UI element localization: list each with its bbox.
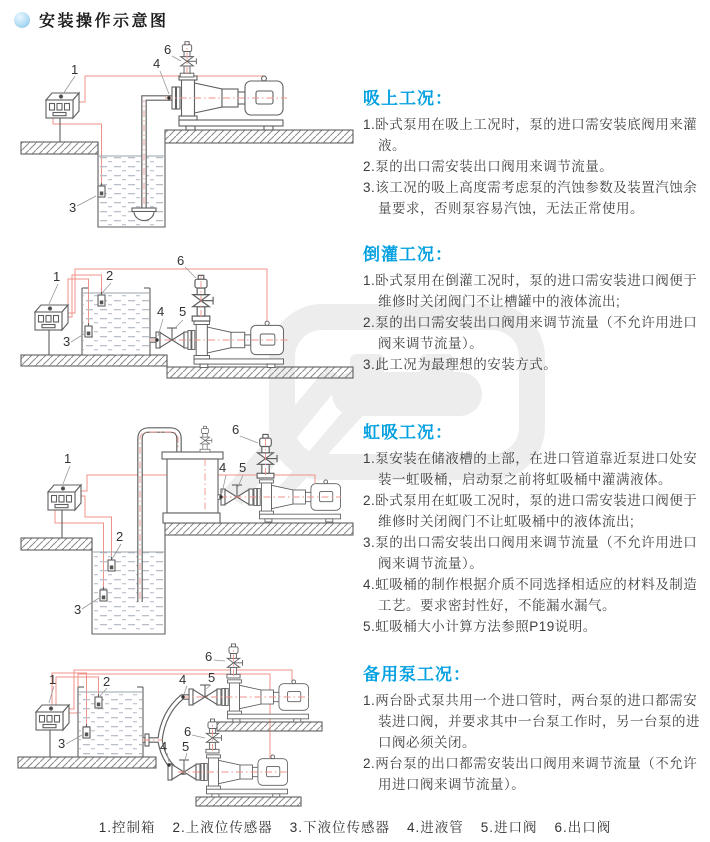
page-title: 安装操作示意图	[39, 13, 169, 30]
callout-5: 5	[179, 304, 187, 319]
pump-unit	[188, 321, 283, 367]
section-siphon	[363, 418, 701, 637]
inlet-valve-upper	[189, 685, 221, 705]
callout-5: 5	[239, 460, 247, 475]
pump-unit-upper	[222, 680, 309, 722]
diagram-siphon-condition	[15, 415, 360, 643]
tank	[82, 288, 150, 355]
section-item: 5.虹吸桶大小计算方法参照P19说明。	[363, 619, 597, 634]
section-item: 2.两台泵的出口都需安装出口阀用来调节流量（不允许用进口阀来调节流量）。	[363, 756, 698, 792]
section-item: 2.卧式泵用在虹吸工况时，泵的进口需安装进口阀便于维修时关闭阀门不让虹吸桶中的液体流出;	[363, 493, 698, 529]
callout-3: 3	[74, 602, 82, 617]
callout-4b: 4	[160, 739, 168, 754]
control-box	[36, 705, 69, 730]
callout-1: 1	[53, 269, 61, 284]
ground	[21, 523, 353, 550]
section-item: 3.泵的出口需安装出口阀用来调节流量（不允许用进口阀来调节流量）。	[363, 535, 698, 571]
ground	[21, 355, 353, 378]
section-item: 1.泵安装在储液槽的上部，在进口管道靠近泵进口处安装一虹吸桶，启动泵之前将虹吸桶中灌满液体。	[363, 451, 698, 487]
section-item: 2.泵的出口需安装出口阀用来调节流量。	[363, 159, 614, 174]
section-item: 1.卧式泵用在吸上工况时，泵的进口需安装底阀用来灌液。	[363, 117, 698, 153]
diagram-flooded-condition	[15, 253, 360, 421]
control-box	[35, 305, 68, 330]
section-item: 3.此工况为最理想的安装方式。	[363, 357, 558, 372]
callout-6: 6	[177, 253, 185, 268]
ground	[21, 130, 353, 154]
outlet-valve	[192, 275, 213, 321]
callout-4a: 4	[179, 672, 187, 687]
siphon-barrel	[162, 426, 223, 523]
section-item: 1.两台卧式泵共用一个进口管时，两台泵的进口都需安装进口阀，并要求其中一台泵工作时，另一台泵的进口阀必须关闭。	[363, 693, 700, 750]
callout-3: 3	[63, 334, 71, 349]
section-title: 吸上工况：	[363, 89, 453, 108]
legend-item: 6.出口阀	[554, 820, 612, 835]
outlet-valve-upper	[227, 644, 243, 678]
section-item: 1.卧式泵用在倒灌工况时，泵的进口需安装进口阀便于维修时关闭阀门不让槽罐中的液体流出;	[363, 273, 698, 309]
callout-2: 2	[116, 529, 124, 544]
control-box	[46, 93, 79, 118]
callout-5a: 5	[208, 670, 216, 685]
inlet-valve	[156, 328, 188, 348]
callout-5b: 5	[182, 739, 190, 754]
callout-6a: 6	[205, 649, 213, 664]
section-title: 备用泵工况：	[363, 665, 471, 684]
section-item: 3.该工况的吸上高度需考虑泵的汽蚀参数及装置汽蚀余量要求，否则泵容易汽蚀，无法正常使用。	[363, 180, 698, 216]
pump-unit	[254, 480, 341, 522]
legend-item: 2.上液位传感器	[172, 820, 273, 835]
diagram-standby-pump-condition	[12, 643, 362, 825]
bullet-icon	[14, 12, 30, 28]
outlet-valve	[257, 434, 277, 478]
barrel-top-valve	[200, 426, 212, 452]
legend-item: 3.下液位传感器	[289, 820, 390, 835]
pump-unit-lower	[201, 755, 288, 797]
section-flooded	[363, 240, 701, 375]
legend	[0, 816, 710, 836]
callout-1: 1	[64, 451, 72, 466]
section-suction	[363, 84, 701, 219]
callout-2: 2	[103, 674, 111, 689]
section-title: 虹吸工况：	[363, 423, 453, 442]
outlet-valve	[180, 42, 196, 77]
tank	[78, 687, 143, 757]
page-header	[14, 8, 169, 31]
section-standby-pump	[363, 660, 701, 795]
legend-item: 4.进液管	[407, 820, 464, 835]
pump-unit	[172, 76, 283, 130]
diagram-suction-condition	[15, 38, 360, 238]
legend-item: 1.控制箱	[98, 820, 156, 835]
callout-6b: 6	[184, 724, 192, 739]
callout-4: 4	[153, 56, 161, 71]
callout-6: 6	[232, 422, 240, 437]
section-item: 4.虹吸桶的制作根据介质不同选择相适应的材料及制造工艺。要求密封性好，不能漏水漏气。	[363, 577, 698, 613]
callout-4: 4	[219, 460, 227, 475]
callout-4: 4	[157, 304, 165, 319]
callout-1: 1	[71, 62, 79, 77]
section-item: 2.泵的出口需安装出口阀用来调节流量（不允许用进口阀来调节流量）。	[363, 315, 698, 351]
callout-2: 2	[106, 268, 114, 283]
callout-3: 3	[58, 736, 66, 751]
legend-item: 5.进口阀	[480, 820, 538, 835]
callout-1: 1	[49, 672, 57, 687]
liquid	[99, 156, 164, 226]
inlet-valve	[221, 485, 253, 505]
section-title: 倒灌工况：	[363, 245, 453, 264]
control-box	[48, 485, 81, 510]
callout-3: 3	[69, 200, 77, 215]
callout-6: 6	[164, 42, 172, 57]
